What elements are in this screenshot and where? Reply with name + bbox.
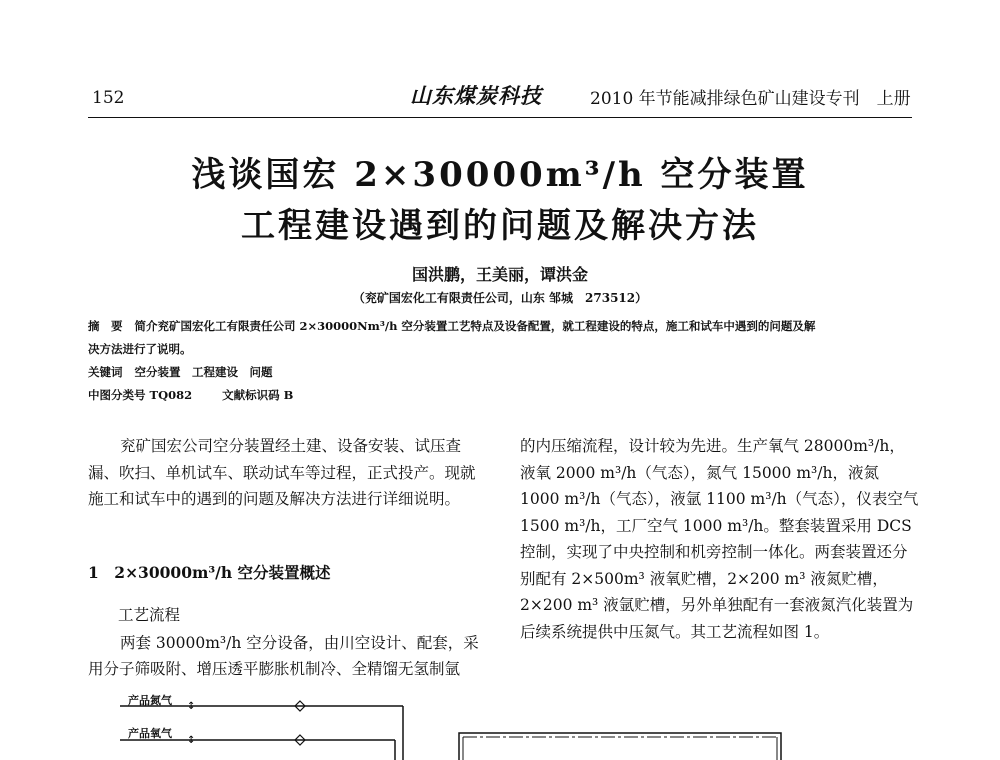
affiliation: （兖矿国宏化工有限责任公司，山东 邹城 273512） [352, 291, 648, 305]
journal-logo: 山东煤炭科技 [410, 83, 542, 108]
keywords-label: 关键词 [88, 365, 123, 379]
flow-marker-icon: ↕ [187, 735, 196, 746]
abstract-label: 摘 要 [88, 319, 123, 333]
process-paragraph-text: 两套 30000m³/h 空分设备，由川空设计、配套，采用分子筛吸附、增压透平膨胀机制冷、全精馏无氢制氩 [88, 634, 479, 678]
paper-title-line-1: 浅谈国宏 2×30000m³/h 空分装置 [191, 155, 809, 195]
figure-label-oxygen: 产品氧气 [128, 727, 172, 740]
clc-value: TQ082 [149, 388, 193, 402]
intro-paragraph: 兖矿国宏公司空分装置经土建、设备安装、试压查漏、吹扫、单机试车、联动试车等过程，正式投产。现就施工和试车中的遇到的问题及解决方法进行详细说明。 [88, 437, 476, 508]
clc-label: 中图分类号 [88, 388, 146, 402]
keywords-values: 空分装置 工程建设 问题 [134, 365, 273, 379]
right-column-paragraph: 的内压缩流程，设计较为先进。生产氧气 28000m³/h，液氧 2000 m³/h（气态），氮气 15000 m³/h，液氮 1000 m³/h（气态），液氩 1100 m³/h（气态），仪表空气 1500 m³/h，工厂空气 1000 m³/h。整套装置采用 DCS 控制，实现了中央控制和机旁控制一体化。两套装置还分别配有 2×500m³ 液氧贮槽，2×200 m³ 液氮贮槽，2×200 m³ 液氩贮槽，另外单独配有一套液氮汽化装置为后续系统提供中压氮气。其工艺流程如图 1。 [520, 437, 919, 641]
figure-label-nitrogen: 产品氮气 [128, 694, 172, 707]
abstract-text-line-1: 简介兖矿国宏化工有限责任公司 2×30000Nm³/h 空分装置工艺特点及设备配置，就工程建设的特点，施工和试车中遇到的问题及解 [134, 319, 816, 333]
doc-code-label: 文献标识码 [222, 388, 280, 402]
process-subheading: 工艺流程 [118, 606, 181, 624]
flow-marker-icon: ↕ [187, 701, 196, 712]
abstract-text-line-2: 决方法进行了说明。 [88, 342, 192, 356]
authors: 国洪鹏，王美丽，谭洪金 [411, 265, 588, 284]
page-number: 152 [92, 88, 125, 108]
paper-title-line-2: 工程建设遇到的问题及解决方法 [241, 206, 759, 246]
doc-code-value: B [283, 388, 294, 402]
issue-info: 2010 年节能减排绿色矿山建设专刊 上册 [590, 89, 911, 109]
section-1-heading: 1 2×30000m³/h 空分装置概述 [88, 563, 331, 582]
